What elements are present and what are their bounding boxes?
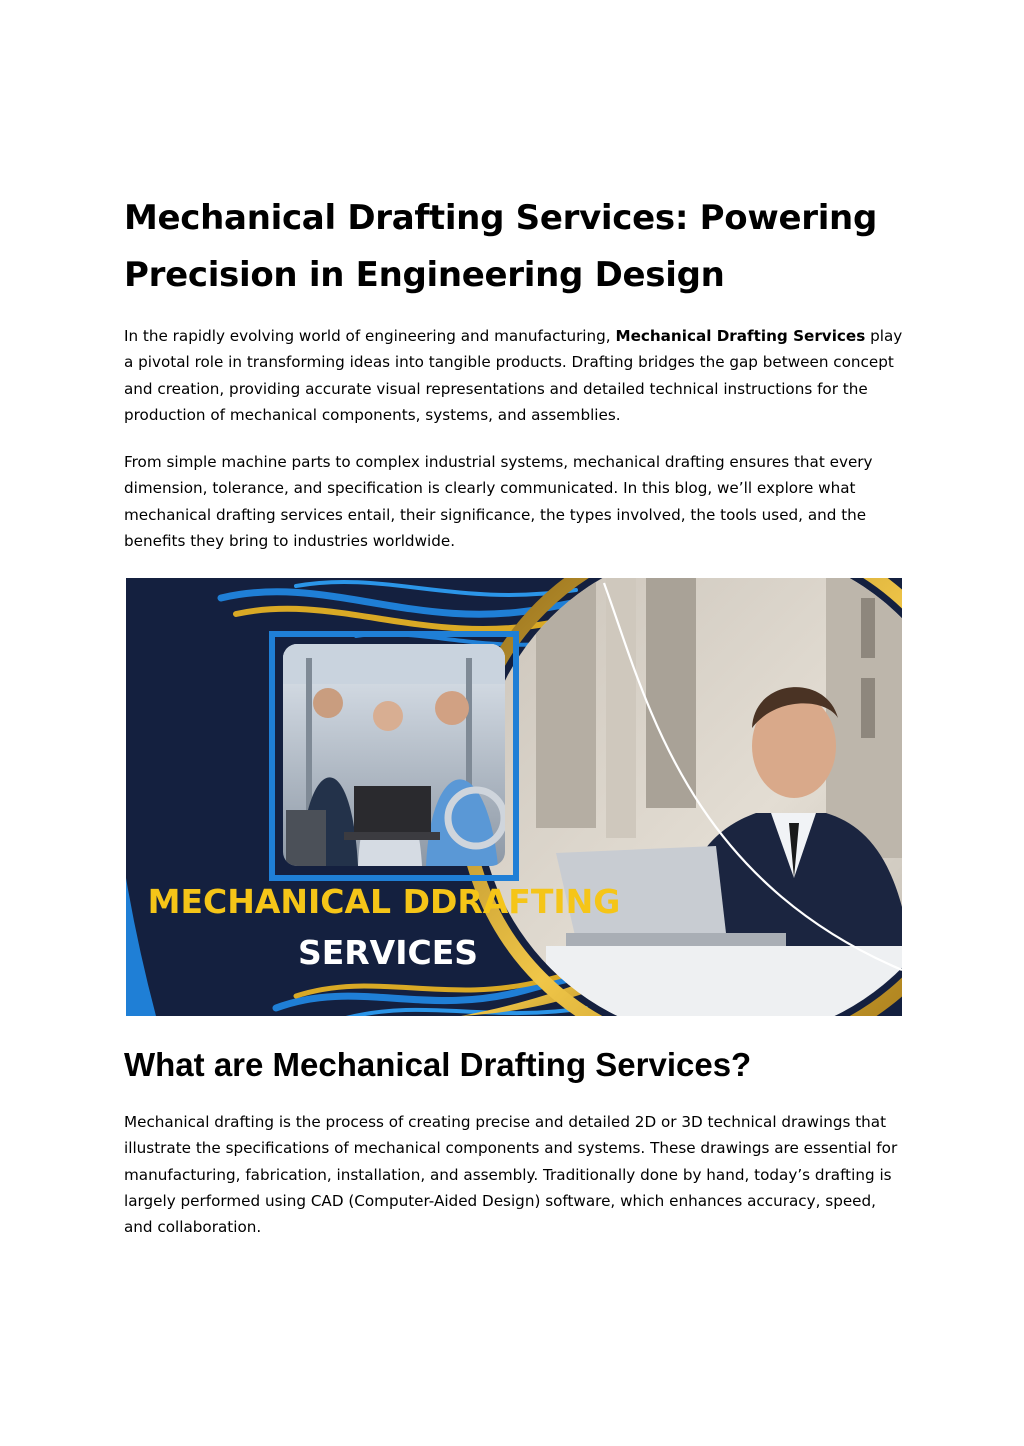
- banner-heading-line1: MECHANICAL DDRAFTING: [147, 882, 621, 921]
- intro-text-end: play a pivotal role in transforming ideas into tangible products. Drafting bridges the gap between concept and creation, providing accurate visual representations and detailed technical instructions for the production of mechanical components, systems, and assemblies.: [124, 327, 903, 424]
- section-heading: What are Mechanical Drafting Services?: [124, 1046, 752, 1083]
- banner-image: [126, 578, 902, 1016]
- page-title: Mechanical Drafting Services: Powering Precision in Engineering Design: [124, 198, 877, 295]
- intro-text-start: In the rapidly evolving world of engineering and manufacturing,: [124, 327, 616, 345]
- section-paragraph: Mechanical drafting is the process of creating precise and detailed 2D or 3D technical drawings that illustrate the specifications of mechanical components and systems. These drawings are essential for manufacturing, fabrication, installation, and assembly. Traditionally done by hand, today’s drafting is largely performed using CAD (Computer-Aided Design) software, which enhances accuracy, speed, and collaboration.: [124, 1113, 898, 1237]
- intro-bold-term: Mechanical Drafting Services: [615, 327, 866, 345]
- banner-heading-line2: SERVICES: [297, 933, 479, 972]
- overview-paragraph: From simple machine parts to complex industrial systems, mechanical drafting ensures that every dimension, tolerance, and specification is clearly communicated. In this blog, we’ll explore what mechanical drafting services entail, their significance, the types involved, the tools used, and the benefits they bring to industries worldwide.: [124, 453, 873, 550]
- engineers-photo: [283, 644, 505, 866]
- intro-paragraph: [124, 323, 904, 428]
